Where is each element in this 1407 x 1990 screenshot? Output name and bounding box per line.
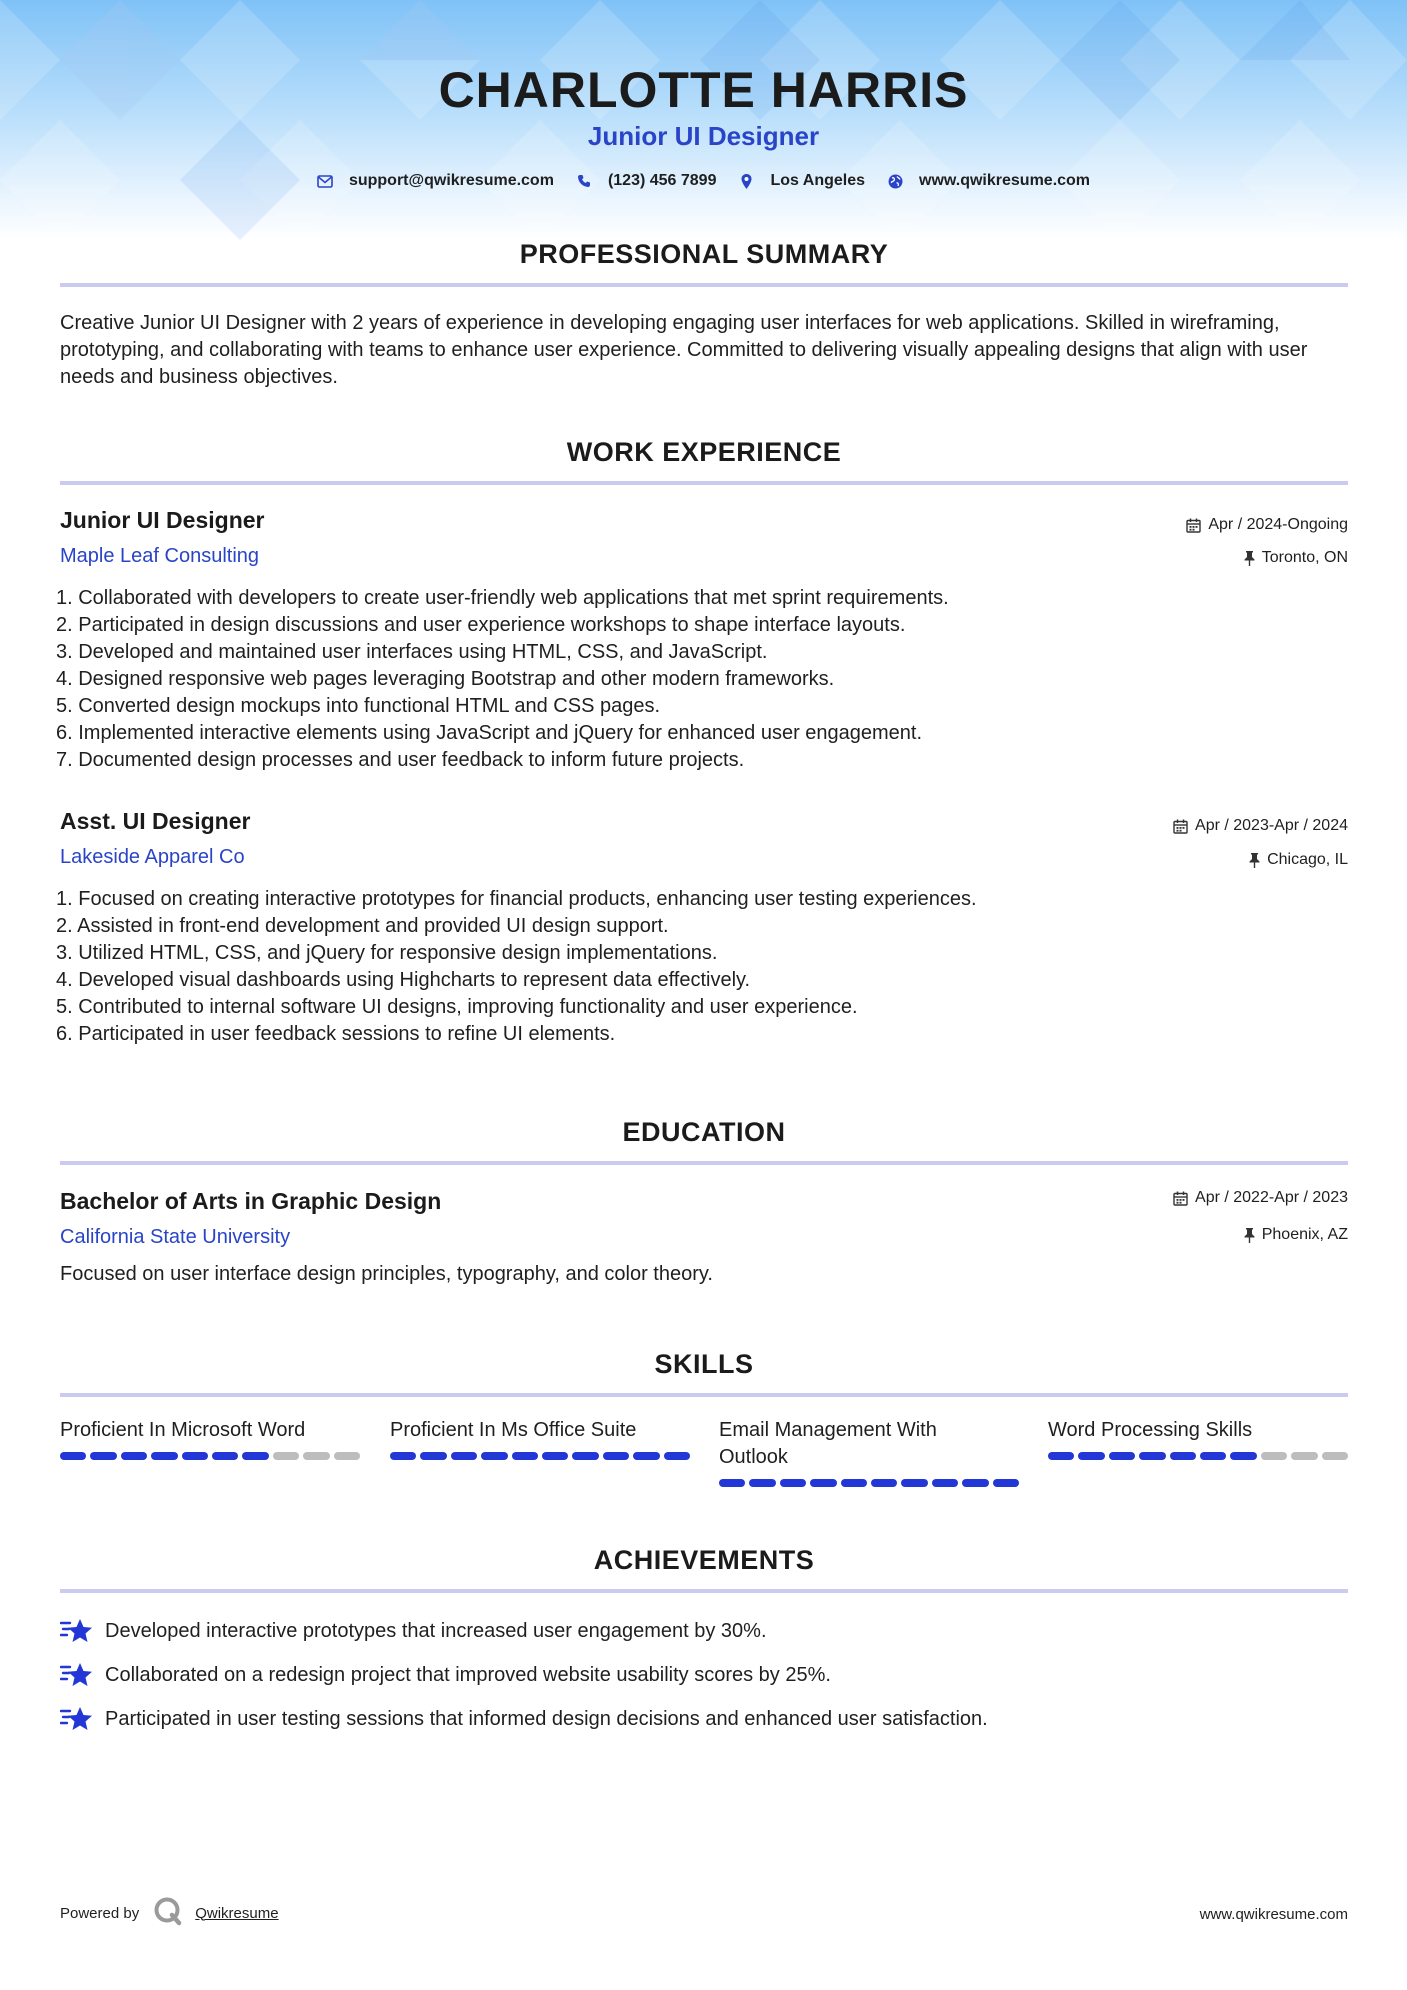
job-location-text: Chicago, IL <box>1267 851 1348 868</box>
job-company: Lakeside Apparel Co <box>60 846 245 868</box>
phone-icon <box>576 173 592 189</box>
qwikresume-link[interactable]: Qwikresume <box>195 1904 279 1922</box>
calendar-icon <box>1186 518 1201 533</box>
list-item: 1. Focused on creating interactive prototypes for financial products, enhancing user testing experiences. <box>56 888 977 910</box>
job-location <box>1244 549 1348 567</box>
job-title: Asst. UI Designer <box>60 808 251 834</box>
skill-segment-filled <box>572 1452 598 1460</box>
list-item: 7. Documented design processes and user feedback to inform future projects. <box>56 749 745 771</box>
skill-segment-filled <box>1170 1452 1196 1460</box>
calendar-icon <box>1173 819 1188 834</box>
job-bullet-list <box>56 585 1346 774</box>
pushpin-icon <box>1249 853 1260 868</box>
candidate-name: CHARLOTTE HARRIS <box>438 62 969 118</box>
skill-segment-filled <box>633 1452 659 1460</box>
footer-powered-by <box>60 1896 279 1930</box>
contact-phone[interactable] <box>576 172 717 190</box>
job-dates-text: Apr / 2024-Ongoing <box>1208 516 1348 533</box>
skill-segment-empty <box>334 1452 360 1460</box>
contact-row <box>0 172 1407 190</box>
skill-segment-filled <box>1048 1452 1074 1460</box>
contact-location <box>738 172 865 190</box>
achievement-text: Participated in user testing sessions that informed design decisions and enhanced user satisfaction. <box>105 1707 988 1730</box>
skill-segment-empty <box>1261 1452 1287 1460</box>
skill-segment-filled <box>719 1479 745 1487</box>
skill-segment-filled <box>60 1452 86 1460</box>
experience-heading: WORK EXPERIENCE <box>566 437 842 467</box>
achievement-item <box>60 1661 831 1689</box>
skill-item <box>719 1417 1019 1487</box>
powered-by-label: Powered by <box>60 1904 140 1922</box>
skill-segment-filled <box>90 1452 116 1460</box>
job-location-text: Toronto, ON <box>1261 549 1348 566</box>
contact-phone-text: (123) 456 7899 <box>607 172 717 189</box>
globe-icon <box>887 173 903 189</box>
calendar-icon <box>1173 1191 1188 1206</box>
skill-segment-filled <box>512 1452 538 1460</box>
degree-title: Bachelor of Arts in Graphic Design <box>60 1188 442 1214</box>
skill-segment-empty <box>1322 1452 1348 1460</box>
skill-segment-filled <box>151 1452 177 1460</box>
achievements-divider <box>60 1589 1348 1593</box>
list-item: 1. Collaborated with developers to create user-friendly web applications that met sprint requirements. <box>56 587 949 609</box>
education-description: Focused on user interface design principles, typography, and color theory. <box>60 1263 713 1285</box>
list-item: 3. Utilized HTML, CSS, and jQuery for responsive design implementations. <box>56 942 718 964</box>
list-item: 6. Implemented interactive elements using JavaScript and jQuery for enhanced user engagement. <box>56 722 923 744</box>
star-award-icon <box>60 1617 93 1645</box>
skill-segment-filled <box>664 1452 690 1460</box>
pushpin-icon <box>1244 1228 1255 1243</box>
skill-segment-empty <box>303 1452 329 1460</box>
list-item: 5. Contributed to internal software UI designs, improving functionality and user experience. <box>56 996 858 1018</box>
skill-segment-empty <box>273 1452 299 1460</box>
skill-segment-empty <box>1291 1452 1317 1460</box>
list-item: 2. Participated in design discussions and user experience workshops to shape interface layouts. <box>56 614 906 636</box>
skill-segment-filled <box>1139 1452 1165 1460</box>
contact-location-text: Los Angeles <box>770 172 866 189</box>
skill-segment-filled <box>1109 1452 1135 1460</box>
skill-segment-filled <box>780 1479 806 1487</box>
skill-name: Email Management With Outlook <box>719 1419 937 1468</box>
education-location <box>1244 1226 1348 1244</box>
skill-segment-filled <box>1078 1452 1104 1460</box>
skill-segment-filled <box>390 1452 416 1460</box>
job-company: Maple Leaf Consulting <box>60 545 260 567</box>
job-title: Junior UI Designer <box>60 507 265 533</box>
skill-level-bar <box>1048 1452 1348 1460</box>
summary-divider <box>60 283 1348 287</box>
skill-item <box>1048 1417 1348 1460</box>
contact-website-text: www.qwikresume.com <box>919 172 1091 189</box>
candidate-role: Junior UI Designer <box>587 121 820 151</box>
skill-item <box>60 1417 360 1460</box>
skill-segment-filled <box>542 1452 568 1460</box>
star-award-icon <box>60 1705 93 1733</box>
skill-name: Proficient In Ms Office Suite <box>390 1419 637 1441</box>
skill-segment-filled <box>932 1479 958 1487</box>
contact-email[interactable] <box>317 172 554 190</box>
skill-item <box>390 1417 690 1460</box>
skill-segment-filled <box>749 1479 775 1487</box>
summary-heading: PROFESSIONAL SUMMARY <box>519 239 889 269</box>
skill-segment-filled <box>420 1452 446 1460</box>
skill-segment-filled <box>962 1479 988 1487</box>
achievement-item <box>60 1617 767 1645</box>
list-item: 4. Designed responsive web pages leveraging Bootstrap and other modern frameworks. <box>56 668 835 690</box>
skill-level-bar <box>719 1479 1019 1487</box>
qwikresume-logo-icon <box>153 1896 183 1930</box>
map-marker-icon <box>738 173 754 189</box>
experience-divider <box>60 481 1348 485</box>
achievement-text: Developed interactive prototypes that increased user engagement by 30%. <box>105 1619 767 1642</box>
skill-segment-filled <box>121 1452 147 1460</box>
pushpin-icon <box>1244 551 1255 566</box>
skills-divider <box>60 1393 1348 1397</box>
footer-website[interactable]: www.qwikresume.com <box>1199 1906 1348 1923</box>
job-dates-text: Apr / 2023-Apr / 2024 <box>1195 817 1348 834</box>
job-location <box>1249 851 1348 869</box>
achievement-text: Collaborated on a redesign project that improved website usability scores by 25%. <box>105 1663 831 1686</box>
skill-segment-filled <box>603 1452 629 1460</box>
list-item: 6. Participated in user feedback sessions to refine UI elements. <box>56 1023 616 1045</box>
job-bullet-list <box>56 886 1346 1048</box>
skill-segment-filled <box>242 1452 268 1460</box>
education-dates <box>1173 1189 1348 1207</box>
skill-segment-filled <box>841 1479 867 1487</box>
job-dates <box>1173 817 1348 835</box>
skill-segment-filled <box>993 1479 1019 1487</box>
contact-website[interactable] <box>887 172 1090 190</box>
skill-level-bar <box>60 1452 360 1460</box>
skill-segment-filled <box>182 1452 208 1460</box>
list-item: 2. Assisted in front-end development and provided UI design support. <box>56 915 669 937</box>
list-item: 3. Developed and maintained user interfaces using HTML, CSS, and JavaScript. <box>56 641 768 663</box>
skill-segment-filled <box>212 1452 238 1460</box>
summary-text: Creative Junior UI Designer with 2 years of experience in developing engaging user interfaces for web applications. Skilled in wireframing, prototyping, and collaborating with teams to enhance user experience. Committed to delivering visually appealing designs that align with user needs and business objectives. <box>60 312 1308 388</box>
skill-segment-filled <box>1200 1452 1226 1460</box>
contact-email-text: support@qwikresume.com <box>348 172 554 189</box>
skill-name: Word Processing Skills <box>1048 1419 1253 1441</box>
achievement-item <box>60 1705 988 1733</box>
skill-segment-filled <box>1230 1452 1256 1460</box>
skill-segment-filled <box>810 1479 836 1487</box>
skill-level-bar <box>390 1452 690 1460</box>
star-award-icon <box>60 1661 93 1689</box>
job-dates <box>1186 516 1348 534</box>
skill-segment-filled <box>901 1479 927 1487</box>
education-location-text: Phoenix, AZ <box>1261 1226 1348 1243</box>
skill-segment-filled <box>481 1452 507 1460</box>
education-divider <box>60 1161 1348 1165</box>
skill-name: Proficient In Microsoft Word <box>60 1419 306 1441</box>
skill-segment-filled <box>871 1479 897 1487</box>
envelope-icon <box>317 173 333 189</box>
education-dates-text: Apr / 2022-Apr / 2023 <box>1195 1189 1348 1206</box>
resume-header <box>0 60 1407 190</box>
education-heading: EDUCATION <box>622 1117 786 1147</box>
achievements-heading: ACHIEVEMENTS <box>593 1545 815 1575</box>
list-item: 5. Converted design mockups into functional HTML and CSS pages. <box>56 695 661 717</box>
skills-heading: SKILLS <box>654 1349 754 1379</box>
school-name: California State University <box>60 1226 291 1248</box>
list-item: 4. Developed visual dashboards using Highcharts to represent data effectively. <box>56 969 751 991</box>
skill-segment-filled <box>451 1452 477 1460</box>
